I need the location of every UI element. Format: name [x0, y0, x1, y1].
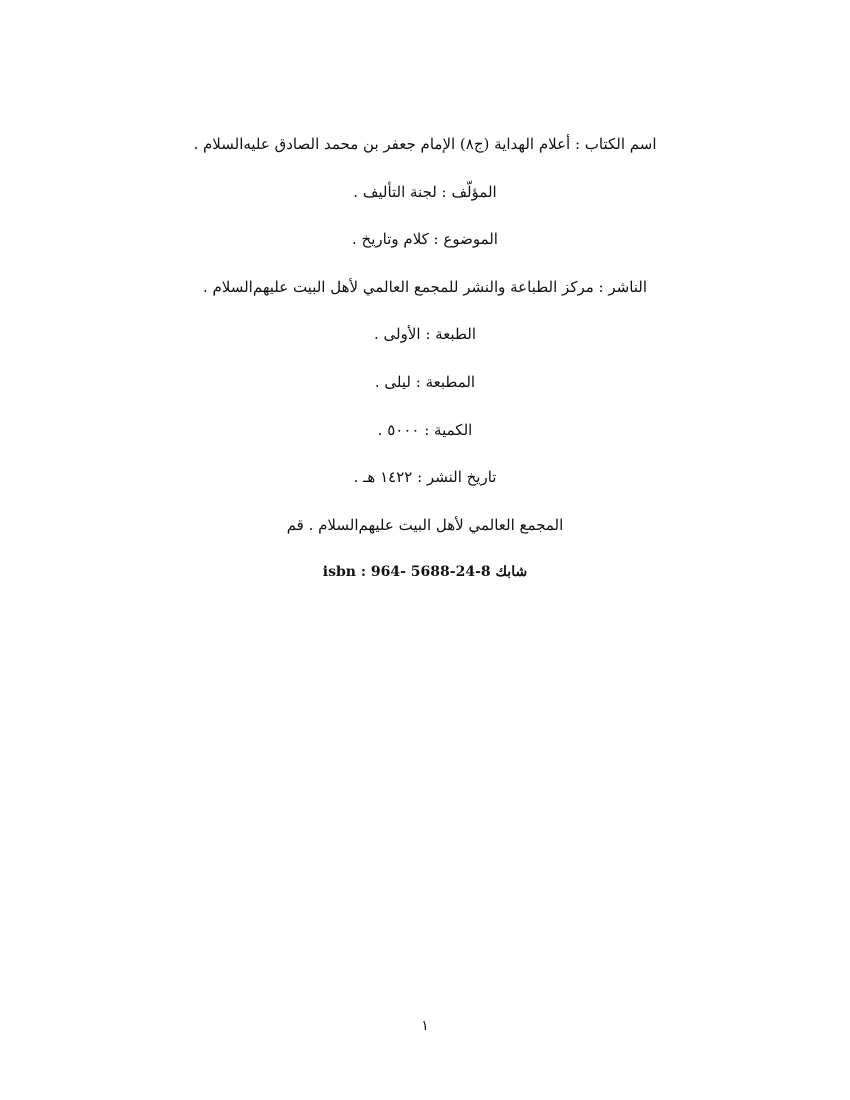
publisher-line: الناشر : مركز الطباعة والنشر للمجمع العالمي لأهل البيت عليهم‌السلام .	[202, 277, 648, 296]
book-title-line: اسم الكتاب : أعلام الهداية (ج٨) الإمام جعفر بن محمد الصادق عليه‌السلام .	[193, 135, 657, 153]
imprint-block	[0, 128, 850, 604]
institution-line: المجمع العالمي لأهل البيت عليهم‌السلام . قم	[286, 515, 564, 534]
page-number: ١	[421, 1018, 429, 1034]
publication-date-line: تاريخ النشر : ١٤٢٢ هـ .	[353, 468, 497, 487]
edition-line: الطبعة : الأولى .	[373, 325, 476, 344]
isbn-line: شابك 8-24-5688 -964 : isbn	[322, 564, 528, 581]
quantity-line: الكمية : ٥٠٠٠ .	[377, 420, 473, 439]
printer-line: المطبعة : ليلى .	[374, 372, 476, 391]
author-line: المؤلّف : لجنة التأليف .	[353, 182, 497, 201]
subject-line: الموضوع : كلام وتاريخ .	[352, 230, 498, 249]
